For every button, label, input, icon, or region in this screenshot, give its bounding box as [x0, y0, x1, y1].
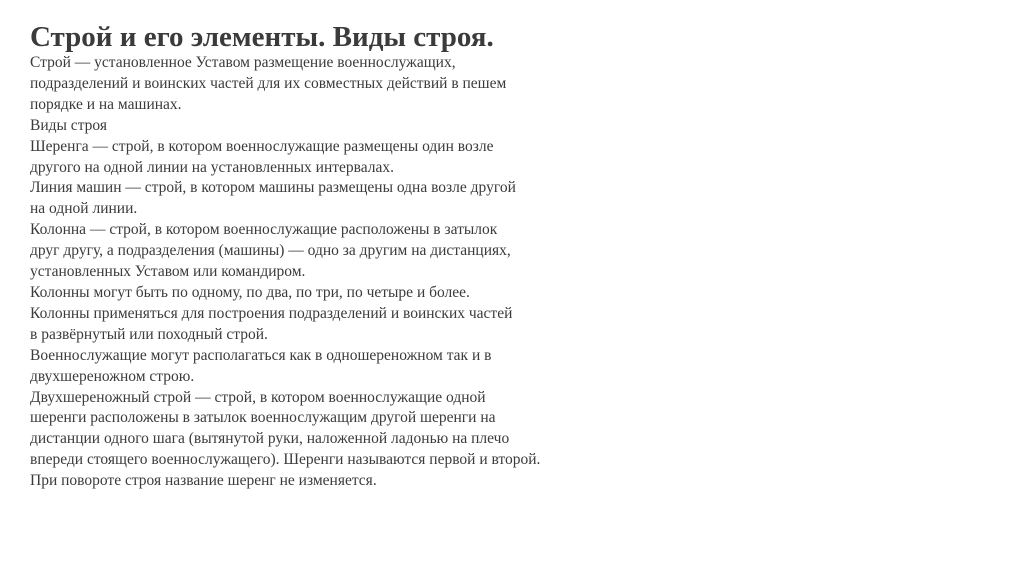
body-line: в развёрнутый или походный строй. — [30, 325, 268, 343]
body-line: порядке и на машинах. — [30, 95, 182, 113]
body-line: на одной линии. — [30, 200, 138, 218]
body-line: подразделений и воинских частей для их совместных действий в пешем — [30, 74, 507, 92]
body-line: другого на одной линии на установленных интервалах. — [30, 158, 395, 176]
body-line: установленных Уставом или командиром. — [30, 263, 306, 281]
slide-body-text — [30, 53, 630, 492]
body-line: Двухшереножный строй — строй, в котором военнослужащие одной — [30, 388, 486, 406]
body-line: Колонна — строй, в котором военнослужащие расположены в затылок — [30, 221, 498, 239]
body-line: Колонны могут быть по одному, по два, по три, по четыре и более. — [30, 283, 470, 301]
body-line: Шеренга — строй, в котором военнослужащие размещены один возле — [30, 137, 494, 155]
body-line: дистанции одного шага (вытянутой руки, наложенной ладонью на плечо — [30, 430, 510, 448]
body-line: шеренги расположены в затылок военнослужащим другой шеренги на — [30, 409, 496, 427]
body-line: При повороте строя название шеренг не изменяется. — [30, 472, 377, 490]
body-line: друг другу, а подразделения (машины) — одно за другим на дистанциях, — [30, 242, 511, 260]
body-line: впереди стоящего военнослужащего). Шеренги называются первой и второй. — [30, 451, 541, 469]
body-line: двухшереножном строю. — [30, 367, 195, 385]
slide-title: Строй и его элементы. Виды строя. — [30, 21, 494, 53]
body-line: Строй — установленное Уставом размещение военнослужащих, — [30, 54, 456, 71]
body-line: Виды строя — [30, 116, 107, 134]
body-line: Колонны применяться для построения подразделений и воинских частей — [30, 304, 513, 322]
body-line: Линия машин — строй, в котором машины размещены одна возле другой — [30, 179, 516, 197]
body-line: Военнослужащие могут располагаться как в одношереножном так и в — [30, 346, 492, 364]
